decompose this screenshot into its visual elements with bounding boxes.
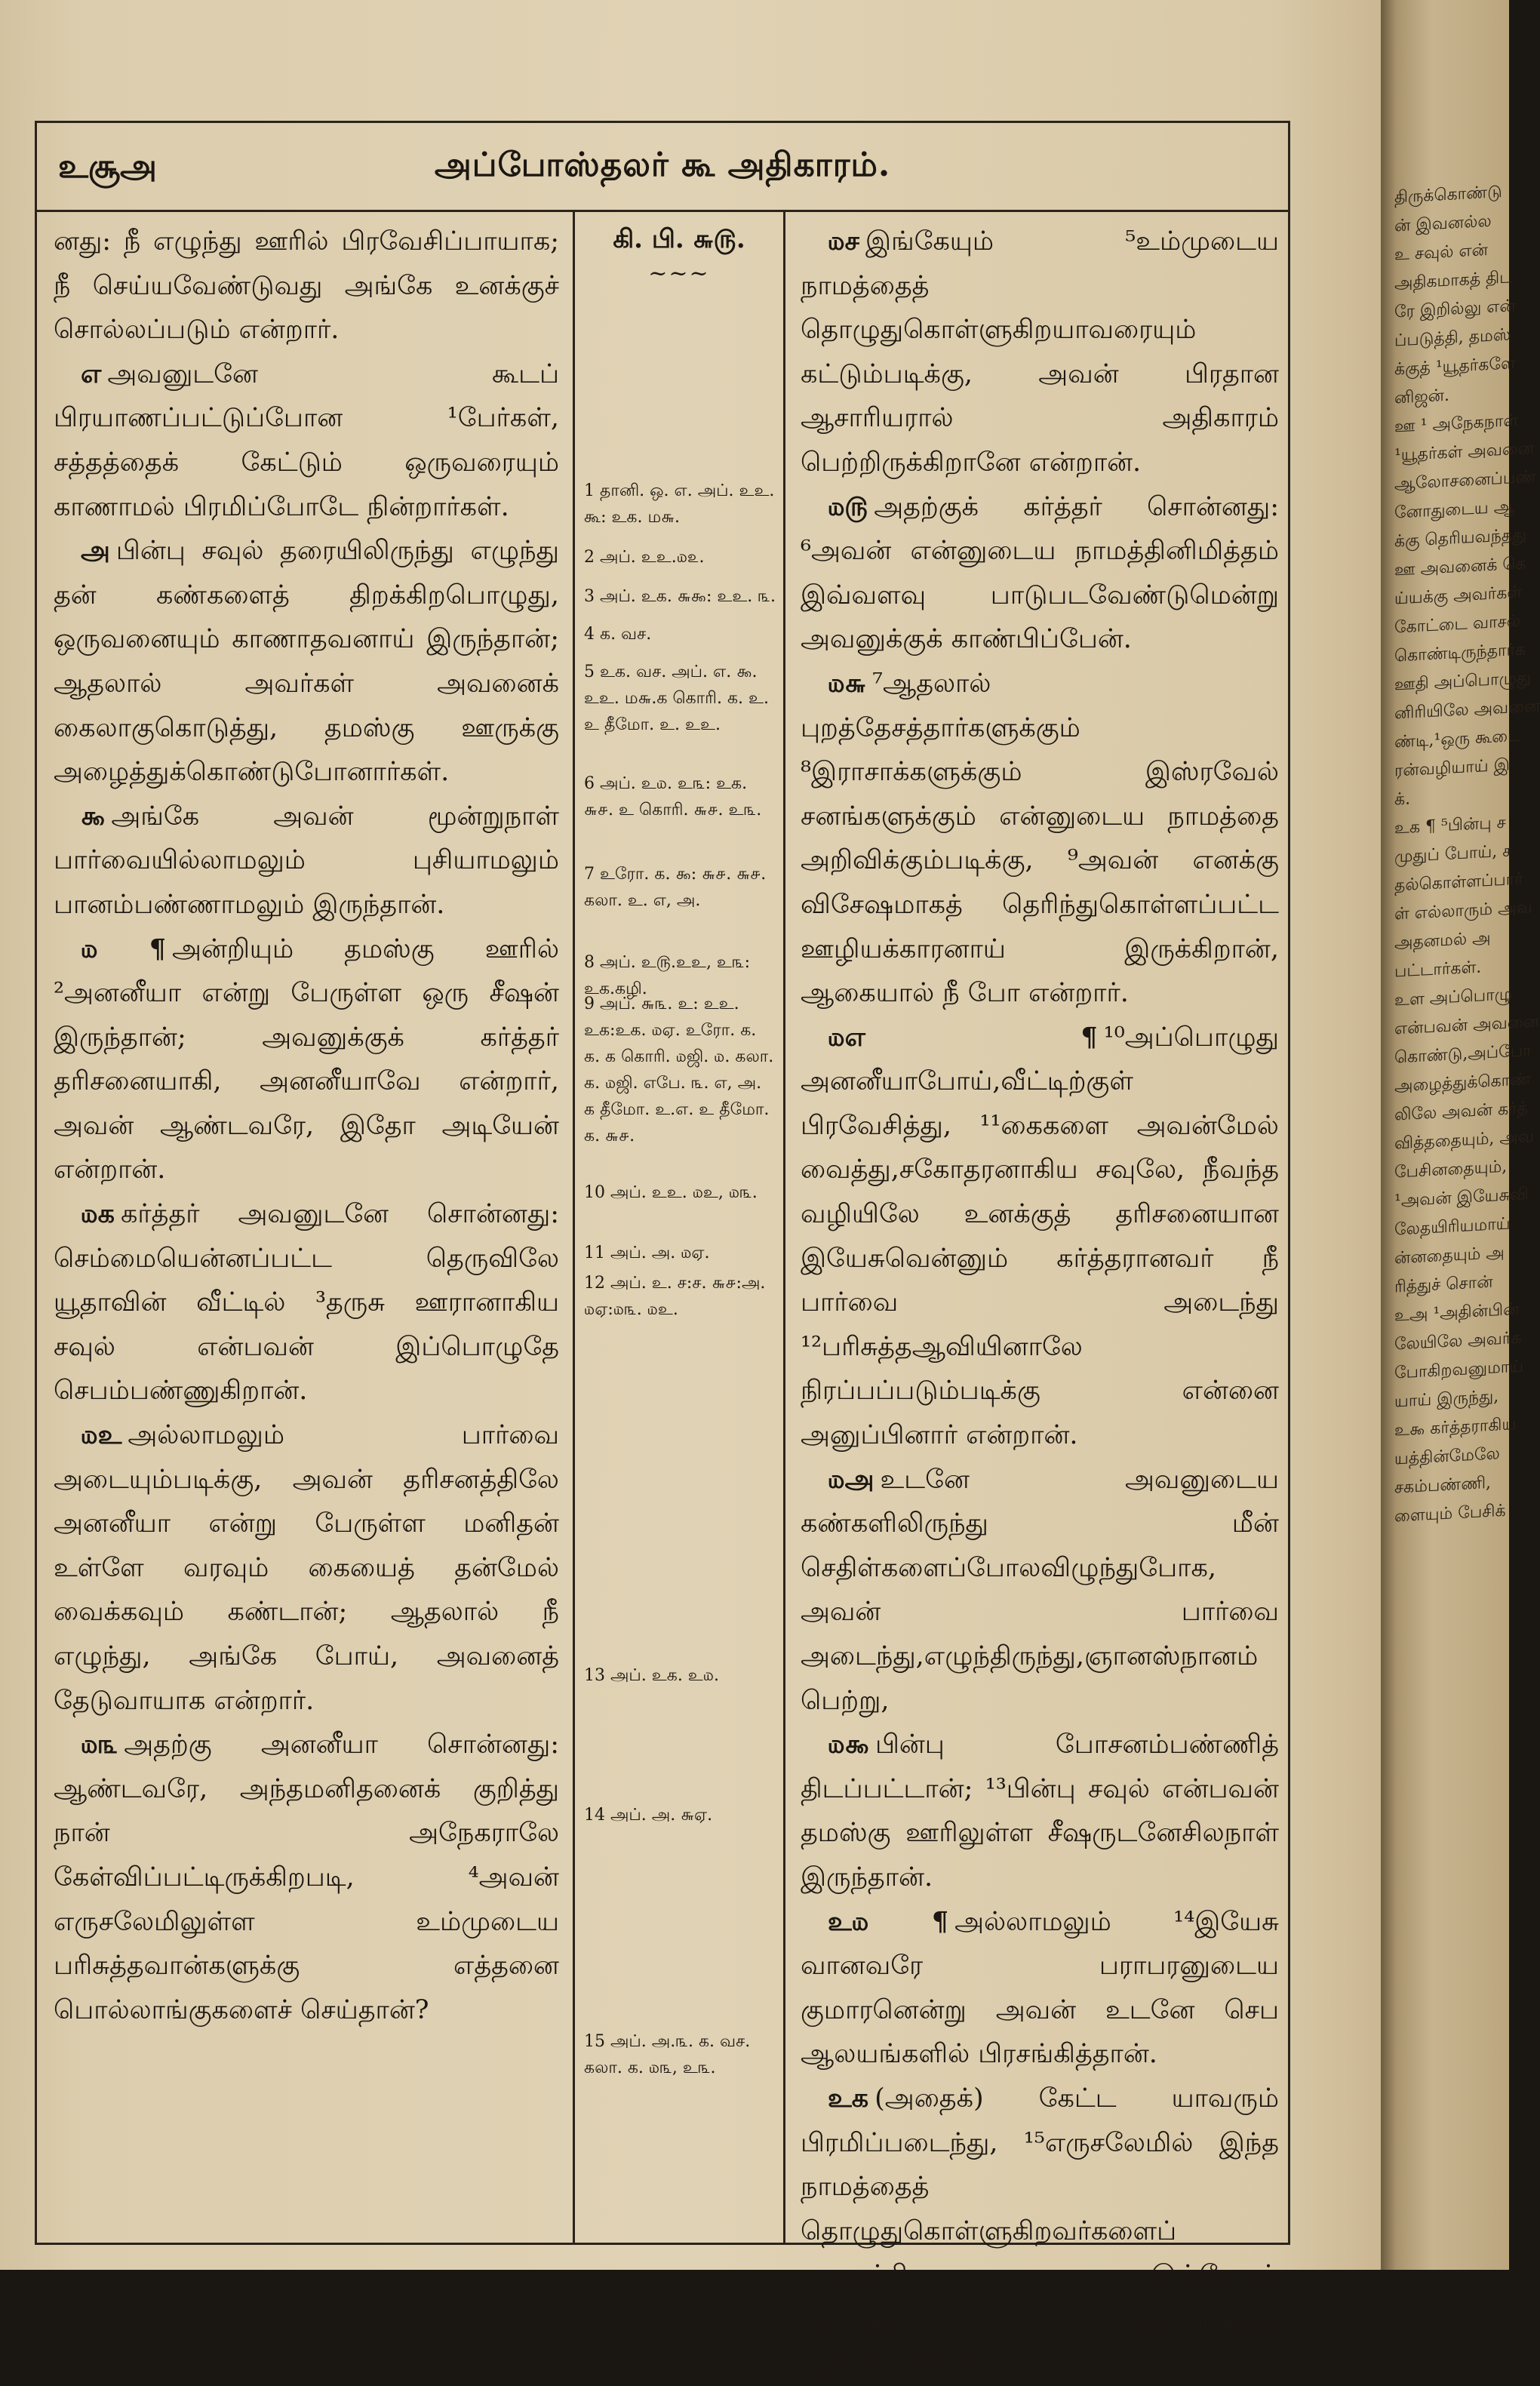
- cross-reference: 4 க. வச.: [584, 625, 652, 644]
- verse-text: அல்லாமலும் பார்வை அடையும்படிக்கு, அவன் தரிசனத்திலே அனனீயா என்று பேருள்ள மனிதன் உள்ளே வரவும் கையைத் தன்மேல் வைக்கவும் கண்டான்; ஆதலால் நீ எழுந்து, அங்கே போய், அவனைத் தேடுவாயாக என்றார்.: [54, 1420, 559, 1716]
- verse-paragraph: [801, 662, 1279, 1016]
- verse-number: ௰க: [81, 1198, 115, 1230]
- cross-reference: 6 அப். உ௰. உ௩: உக. ௬௪. உ கொரி. ௬௪. உ௩.: [584, 774, 762, 819]
- verse-number: எ: [81, 358, 102, 389]
- verse-text: உடனே அவனுடைய கண்களிலிருந்து மீன் செதிள்களைப்போலவிழுந்துபோக, அவன் பார்வை அடைந்து,எழுந்திருந்து,ஞானஸ்நானம் பெற்று,: [801, 1464, 1279, 1716]
- adjacent-page-line: பேசினதையும்,: [1394, 1157, 1508, 1182]
- verse-number: அ: [81, 535, 110, 567]
- verse-paragraph: [54, 1192, 559, 1413]
- adjacent-page-line: முதுப் போய், ச: [1394, 841, 1512, 867]
- adjacent-page-line: உக ¶ ⁵பின்பு ச: [1394, 813, 1506, 838]
- adjacent-page-line: க்.: [1394, 789, 1411, 810]
- adjacent-page-line: அதிகமாகத் திட: [1394, 268, 1513, 294]
- verse-text: (அதைக்) கேட்ட யாவரும் பிரமிப்படைந்து, ¹⁵எருசலேமில் இந்த நாமத்தைத் தொழுதுகொள்ளுகிறவர்களைப் பாழாக்கி, இங்கேயும் அப்படிப்பட்டவர்களைக் கட்டி, பிரதான ஆசாரியனிடத்: [801, 2083, 1279, 2379]
- adjacent-page-line: அழைத்துக்கொண்: [1394, 1070, 1532, 1096]
- verse-paragraph: [54, 1413, 559, 1723]
- verse-number: ௰௯: [828, 1729, 869, 1760]
- verse-paragraph: [54, 220, 559, 352]
- adjacent-page-line: உள அப்பொழு: [1394, 985, 1513, 1010]
- verse-number: ௰அ: [828, 1463, 875, 1495]
- verse-paragraph: [801, 220, 1279, 485]
- cross-reference: 8 அப். உ௫.உஉ, உ௩: உக.கழி.: [584, 953, 751, 998]
- ornament-flourish: ~~~: [648, 260, 710, 287]
- adjacent-page-line: யாய் இருந்து,: [1394, 1387, 1499, 1412]
- cross-reference: 10 அப். உஉ. ௰உ, ௰௩.: [584, 1183, 758, 1202]
- cross-reference: 11 அப். அ. ௰ஏ.: [584, 1244, 710, 1262]
- adjacent-page-line: க்கு தெரியவந்தது: [1394, 525, 1527, 552]
- verse-number: ௰௩: [81, 1729, 118, 1760]
- adjacent-page-line: அதனமல் அ: [1394, 928, 1491, 953]
- adjacent-page-line: னோதுடைய ஆ: [1394, 497, 1515, 523]
- adjacent-page-line: ள் எல்லாரும் அவ: [1394, 897, 1532, 924]
- verse-paragraph: [801, 2077, 1279, 2386]
- verse-paragraph: [801, 485, 1279, 662]
- adjacent-page-line: ன்னதையும் அ: [1394, 1243, 1505, 1268]
- adjacent-page-edge: [1381, 0, 1540, 2270]
- verse-number: ௯: [81, 800, 106, 832]
- verse-number: ௰உ: [81, 1419, 122, 1451]
- cross-reference: 9 அப். ௬௩. உ: உஉ. உக:உக. ௰ஏ. உரோ. க. க. க கொரி. ௰ஜி. ௰. கலா. க. ௰ஜி. எபே. ௩. எ, அ. க தீமோ. உ.எ. உ தீமோ. க. ௬௪.: [584, 995, 774, 1145]
- verse-number: உ௰ ¶: [828, 1905, 949, 1937]
- adjacent-page-line: ¹யூதர்கள் அவனை: [1394, 438, 1535, 466]
- adjacent-page-line: ளையும் பேசிக்: [1394, 1501, 1506, 1527]
- adjacent-page-line: திருக்கொண்டு: [1394, 183, 1502, 208]
- adjacent-page-line: ன் இவனல்ல: [1394, 211, 1492, 236]
- cross-reference: 14 அப். அ. ௬ஏ.: [584, 1806, 713, 1825]
- adjacent-page-line: னிரியிலே அவனை: [1394, 696, 1540, 724]
- verse-text: ⁷ஆதலால் புறத்தேசத்தார்களுக்கும் ⁸இராசாக்களுக்கும் இஸ்ரவேல் சனங்களுக்கும் என்னுடைய நாமத்தை அறிவிக்கும்படிக்கு, ⁹அவன் எனக்கு விசேஷமாகத் தெரிந்துகொள்ளப்பட்ட ஊழியக்காரனாய் இருக்கிறான், ஆகையால் நீ போ என்றார்.: [801, 668, 1279, 1009]
- adjacent-page-line: பட்டார்கள்.: [1394, 958, 1482, 982]
- verse-text: அவனுடனே கூடப் பிரயாணப்பட்டுப்போன ¹பேர்கள், சத்தத்தைக் கேட்டும் ஒருவரையும் காணாமல் பிரமிப்போடே நின்றார்கள்.: [54, 358, 559, 522]
- verse-paragraph: [54, 352, 559, 529]
- adjacent-page-line: ஊதி அப்பொழுது: [1394, 669, 1532, 695]
- verse-text: பின்பு போசனம்பண்ணித் திடப்பட்டான்; ¹³பின்பு சவுல் என்பவன் தமஸ்கு ஊரிலுள்ள சீஷருடனேசிலநாள் இருந்தான்.: [801, 1730, 1279, 1893]
- adjacent-page-line: உ சவுல் என்: [1394, 241, 1488, 265]
- adjacent-page-line: கோட்டை வாசல்: [1394, 611, 1521, 638]
- verse-text: அல்லாமலும் ¹⁴இயேசு வானவரே பராபரனுடைய குமாரனென்று அவன் உடனே செப ஆலயங்களில் பிரசங்கித்தான்.: [801, 1906, 1279, 2070]
- verse-number: உக: [828, 2082, 869, 2114]
- adjacent-page-line: க்குத் ¹யூதர்களே: [1394, 354, 1516, 380]
- verse-number: ௰௬: [828, 667, 866, 699]
- verse-paragraph: [801, 1723, 1279, 1899]
- verse-text: கர்த்தர் அவனுடனே சொன்னது: செம்மையென்னப்பட்ட தெருவிலே யூதாவின் வீட்டில் ³தருசு ஊரானாகிய சவுல் என்பவன் இப்பொழுதே செபம்பண்ணுகிறான்.: [54, 1199, 559, 1407]
- verse-text: அதற்குக் கர்த்தர் சொன்னது: ⁶அவன் என்னுடைய நாமத்தினிமித்தம் இவ்வளவு பாடுபடவேண்டுமென்று அவனுக்குக் காண்பிப்பேன்.: [801, 491, 1279, 655]
- verse-text: அன்றியும் தமஸ்கு ஊரில் ²அனனீயா என்று பேருள்ள ஒரு சீஷன் இருந்தான்; அவனுக்குக் கர்த்தர் தரிசனையாகி, அனனீயாவே என்றார், அவன் ஆண்டவரே, இதோ அடியேன் என்றான்.: [54, 933, 559, 1185]
- adjacent-page-line: ஊ அவனைக் கெ: [1394, 554, 1526, 580]
- cross-reference-column: [573, 212, 785, 2243]
- adjacent-page-line: லேயிலே அவர்க: [1394, 1328, 1522, 1354]
- cross-reference: 15 அப். அ.௩. க. வச. கலா. க. ௰௩, உ௩.: [584, 2032, 751, 2077]
- adjacent-page-line: ய்யக்கு அவர்கள்: [1394, 583, 1523, 609]
- verse-paragraph: [54, 1723, 559, 2032]
- verse-paragraph: [54, 529, 559, 795]
- verse-text: னது: நீ எழுந்து ஊரில் பிரவேசிப்பாயாக; நீ செய்யவேண்டுவது அங்கே உனக்குச் சொல்லப்படும் என்றார்.: [54, 226, 559, 346]
- verse-paragraph: [801, 1458, 1279, 1723]
- right-text-column: [785, 212, 1289, 2379]
- year-heading: கி. பி. ௬௫.: [613, 224, 745, 254]
- adjacent-page-line: ரே இறில்லு என்: [1394, 297, 1516, 322]
- verse-text: இங்கேயும் ⁵உம்முடைய நாமத்தைத் தொழுதுகொள்ளுகிறயாவரையும் கட்டும்படிக்கு, அவன் பிரதான ஆசாரியரால் அதிகாரம் பெற்றிருக்கிறானே என்றான்.: [801, 226, 1279, 478]
- verse-text: பின்பு சவுல் தரையிலிருந்து எழுந்து தன் கண்களைத் திறக்கிறபொழுது, ஒருவனையும் காணாதவனாய் இருந்தான்; ஆதலால் அவர்கள் அவனைக் கைலாகுகொடுத்து, தமஸ்கு ஊருக்கு அழைத்துக்கொண்டுபோனார்கள்.: [54, 536, 559, 788]
- verse-number: ௰ ¶: [81, 933, 166, 964]
- cross-reference: 2 அப். உஉ.௰௨.: [584, 548, 705, 567]
- verse-text: அதற்கு அனனீயா சொன்னது: ஆண்டவரே, அந்தமனிதனைக் குறித்து நான் அநேகராலே கேள்விப்பட்டிருக்கிறபடி, ⁴அவன் எருசலேமிலுள்ள உம்முடைய பரிசுத்தவான்களுக்கு எத்தனை பொல்லாங்குகளைச் செய்தான்?: [54, 1730, 559, 2025]
- page-number: உசூஅ: [58, 147, 157, 186]
- cross-reference: 5 உக. வச. அப். எ. ௯. உஉ. ம௬.க கொரி. க. உ. உ தீமோ. உ. உஉ.: [584, 663, 769, 734]
- adjacent-page-line: சகம்பண்ணி,: [1394, 1473, 1492, 1498]
- adjacent-page-line: கொண்டு,அப்போ: [1394, 1041, 1532, 1068]
- verse-number: ௰௫: [828, 490, 868, 522]
- adjacent-page-line: என்பவன் அவனை: [1394, 1012, 1539, 1039]
- page-header: [37, 123, 1288, 212]
- running-title: அப்போஸ்தலர் கூ அதிகாரம்.: [434, 146, 891, 184]
- adjacent-page-line: னிஜன்.: [1394, 386, 1449, 408]
- cross-reference: 13 அப். உக. உ௰.: [584, 1666, 719, 1685]
- adjacent-page-line: உ௯ கர்த்தராகிய: [1394, 1415, 1517, 1441]
- verse-text: அங்கே அவன் மூன்றுநாள் பார்வையில்லாமலும் புசியாமலும் பானம்பண்ணாமலும் இருந்தான்.: [54, 801, 559, 920]
- adjacent-page-line: வித்ததையும், அவ: [1394, 1127, 1534, 1154]
- verse-number: ௰ச: [828, 226, 859, 257]
- adjacent-page-line: ண்டி,¹ஒரு கூடை: [1394, 726, 1521, 752]
- verse-text: ¹⁰அப்பொழுது அனனீயாபோய்,வீட்டிற்குள் பிரவேசித்து, ¹¹கைகளை அவன்மேல் வைத்து,சகோதரனாகிய சவுலே, நீவந்த வழியிலே உனக்குத் தரிசனையான இயேசுவென்னும் கர்த்தரானவர் நீ பார்வை அடைந்து ¹²பரிசுத்தஆவியினாலே நிரப்பப்படும்படிக்கு என்னை அனுப்பினார் என்றான்.: [801, 1022, 1279, 1451]
- adjacent-page-line: ரன்வழியாய் இ: [1394, 755, 1511, 781]
- adjacent-page-line: ரித்துச் சொன்: [1394, 1272, 1493, 1297]
- verse-number: ௰எ ¶: [828, 1021, 1098, 1053]
- adjacent-page-line: உஅ ¹அதின்பின்: [1394, 1299, 1520, 1326]
- adjacent-page-line: போகிறவனுமாய்: [1394, 1357, 1524, 1383]
- cross-reference: 3 அப். உக. ௬௯: உஉ. ௩.: [584, 587, 776, 606]
- adjacent-page-line: யத்தின்மேலே: [1394, 1444, 1500, 1469]
- adjacent-page-line: ஆலோசனைப்பண்: [1394, 467, 1537, 494]
- adjacent-page-line: லிலே அவன் கர்த்: [1394, 1099, 1529, 1125]
- adjacent-page-line: ஊ ¹ அநேகநாள்: [1394, 410, 1519, 437]
- page-frame: [35, 121, 1290, 2379]
- cross-reference: 1 தானி. ஒ. எ. அப். உஉ. கூ: உக. ம௬.: [584, 481, 775, 527]
- adjacent-page-line: லேதயிரியமாய்: [1394, 1214, 1511, 1240]
- verse-paragraph: [54, 927, 559, 1193]
- verse-paragraph: [54, 795, 559, 927]
- cross-reference: 12 அப். உ. ச:ச. ௬௪:அ. ௰ஏ:௰௩. ௰உ.: [584, 1274, 766, 1319]
- verse-paragraph: [801, 1900, 1279, 2077]
- adjacent-page-line: தல்கொள்ளப்பார்: [1394, 869, 1523, 896]
- cross-reference: 7 உரோ. க. ௯: ௬௪. ௬௪. கலா. உ. எ, அ.: [584, 865, 767, 910]
- adjacent-page-line: ¹அவன் இயேசுவி: [1394, 1185, 1529, 1211]
- adjacent-page-line: கொண்டிருந்தார்க: [1394, 640, 1526, 666]
- left-text-column: [37, 212, 573, 2243]
- verse-paragraph: [801, 1016, 1279, 1458]
- adjacent-page-line: ப்படுத்தி, தமஸ்: [1394, 325, 1511, 351]
